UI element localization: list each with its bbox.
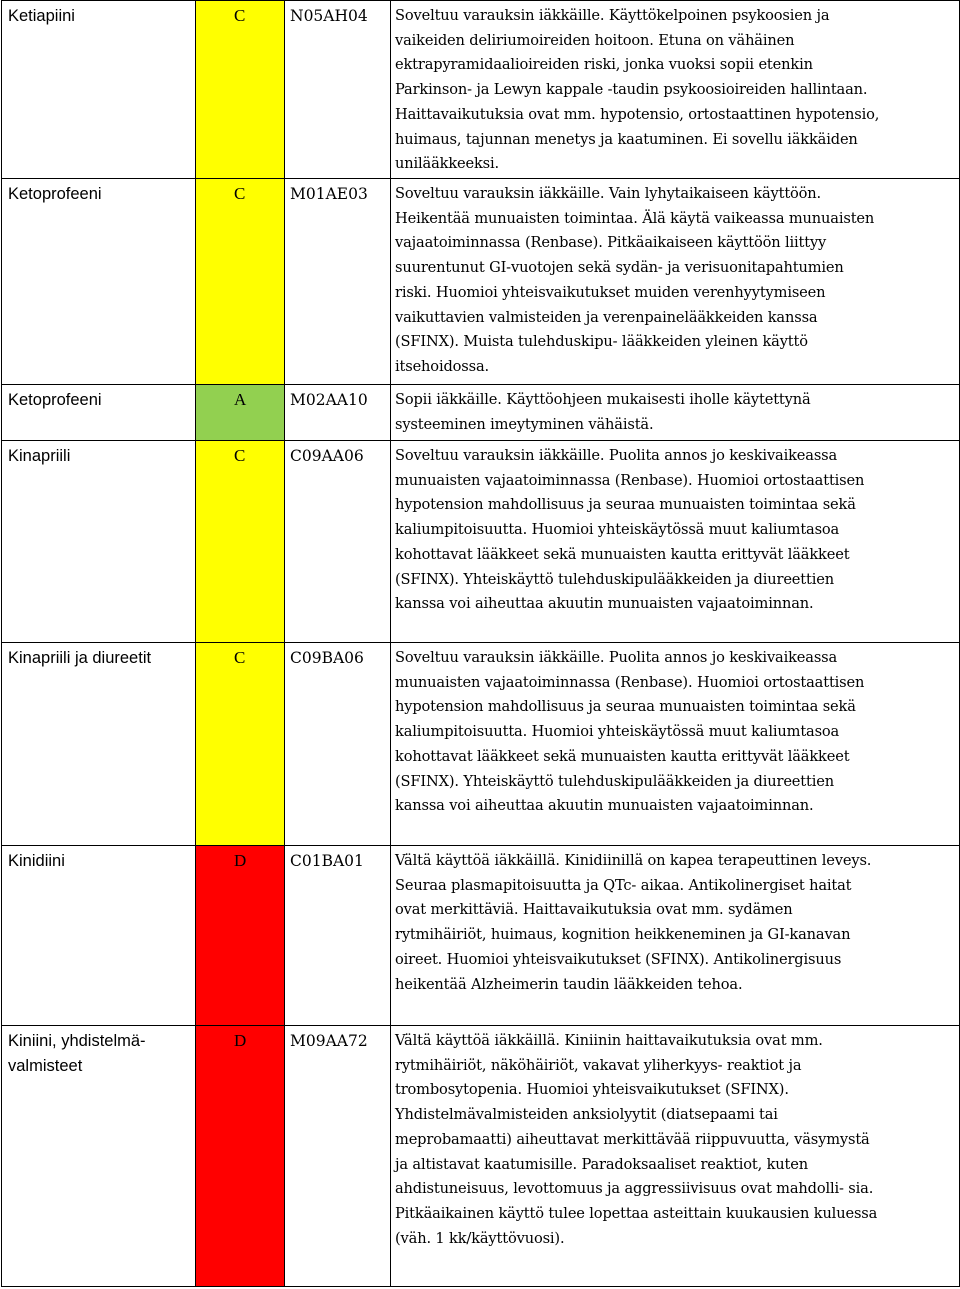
class-cell [196, 441, 285, 643]
drug-name: Kinapriili ja diureetit [8, 649, 152, 667]
description-line: Vältä käyttöä iäkkäillä. Kiniinin haittavaikutuksia ovat mm. [395, 1032, 823, 1049]
description-line: meprobamaatti) aiheuttavat merkittävää riippuvuutta, väsymystä [395, 1130, 870, 1148]
description-line: Soveltuu varauksin iäkkäille. Puolita annos jo keskivaikeassa [395, 649, 838, 666]
description-line: kaliumpitoisuutta. Huomioi yhteiskäytössä muut kaliumtasoa [395, 723, 840, 741]
class-code: D [234, 1031, 247, 1050]
description-line: heikentää Alzheimerin taudin lääkkeiden tehoa. [395, 975, 743, 993]
description-line: Soveltuu varauksin iäkkäille. Vain lyhytaikaiseen käyttöön. [395, 185, 822, 202]
description-cell [391, 179, 960, 385]
class-code: C [234, 184, 246, 203]
description-line: trombosytopenia. Huomioi yhteisvaikutukset (SFINX). [395, 1081, 789, 1099]
class-cell [196, 1026, 285, 1287]
description-line: Pitkäaikainen käyttö tulee lopettaa asteittain kuukausien kuluessa [395, 1204, 878, 1222]
description-line: kanssa voi aiheuttaa akuutin munuaisten vajaatoiminnan. [395, 595, 814, 613]
description-line: (SFINX). Yhteiskäyttö tulehduskipulääkkeiden ja diureettien [395, 772, 834, 790]
atc-code: C09AA06 [290, 447, 364, 465]
drug-name: Kiniini, yhdistelmä- [8, 1032, 146, 1050]
atc-code: C01BA01 [290, 852, 364, 870]
description-line: riski. Huomioi yhteisvaikutukset muiden verenhyytymiseen [395, 283, 826, 301]
atc-code-cell [285, 385, 391, 441]
description-cell [391, 1, 960, 179]
table-row [2, 846, 960, 1026]
description-line: Yhdistelmävalmisteiden anksiolyytit (diatsepaami tai [395, 1106, 778, 1124]
drug-name-cell [2, 441, 196, 643]
description-line: rytmihäiriöt, huimaus, kognition heikkeneminen ja GI-kanavan [395, 926, 851, 944]
description-line: huimaus, tajunnan menetys ja kaatuminen. Ei sovellu iäkkäiden [395, 130, 858, 148]
atc-code: C09BA06 [290, 649, 364, 667]
description-line: vajaatoiminnassa (Renbase). Pitkäaikaiseen käyttöön liittyy [395, 234, 827, 252]
drug-name-cell [2, 385, 196, 441]
table-row [2, 441, 960, 643]
drug-name: valmisteet [8, 1056, 83, 1075]
atc-code: N05AH04 [290, 7, 368, 25]
description-line: (SFINX). Yhteiskäyttö tulehduskipulääkkeiden ja diureettien [395, 570, 834, 588]
description-line: ektrapyramidaalioireiden riski, jonka vuoksi sopii etenkin [395, 56, 813, 74]
description-line: Soveltuu varauksin iäkkäille. Puolita annos jo keskivaikeassa [395, 447, 838, 464]
description-line: munuaisten vajaatoiminnassa (Renbase). Huomioi ortostaattisen [395, 673, 865, 691]
description-line: vaikuttavien valmisteiden ja verenpainelääkkeiden kanssa [395, 308, 818, 326]
class-cell [196, 179, 285, 385]
class-cell [196, 846, 285, 1026]
description-line: Heikentää munuaisten toimintaa. Älä käytä vaikeassa munuaisten [395, 209, 875, 227]
description-line: Vältä käyttöä iäkkäillä. Kinidiinillä on kapea terapeuttinen leveys. [395, 852, 872, 869]
class-code: C [234, 648, 246, 667]
atc-code-cell [285, 1, 391, 179]
atc-code: M02AA10 [290, 391, 368, 409]
class-cell [196, 385, 285, 441]
atc-code: M01AE03 [290, 185, 368, 203]
atc-code-cell [285, 1026, 391, 1287]
table-row [2, 1026, 960, 1287]
drug-name: Ketoprofeeni [8, 391, 102, 409]
description-line: ja altistavat kaatumisille. Paradoksaaliset reaktiot, kuten [395, 1155, 808, 1173]
drug-name-cell [2, 1, 196, 179]
table-row [2, 1, 960, 179]
atc-code-cell [285, 643, 391, 846]
description-line: Haittavaikutuksia ovat mm. hypotensio, ortostaattinen hypotensio, [395, 105, 880, 123]
description-line: (SFINX). Muista tulehduskipu- lääkkeiden yleinen käyttö [395, 333, 808, 351]
class-code: D [234, 851, 247, 870]
drug-name: Kinidiini [8, 852, 65, 870]
description-line: suurentunut GI-vuotojen sekä sydän- ja verisuonitapahtumien [395, 259, 844, 277]
description-line: kohottavat lääkkeet sekä munuaisten kautta erittyvät lääkkeet [395, 545, 850, 563]
description-line: ahdistuneisuus, levottomuus ja aggressiivisuus ovat mahdolli- sia. [395, 1180, 874, 1198]
description-line: unilääkkeeksi. [395, 155, 500, 173]
drug-name-cell [2, 1026, 196, 1287]
table-row [2, 643, 960, 846]
class-code: A [234, 390, 247, 409]
description-line: Seuraa plasmapitoisuutta ja QTc- aikaa. Antikolinergiset haitat [395, 876, 852, 894]
description-line: systeeminen imeytyminen vähäistä. [395, 415, 654, 433]
description-cell [391, 1026, 960, 1287]
atc-code-cell [285, 846, 391, 1026]
description-line: ovat merkittäviä. Haittavaikutuksia ovat mm. sydämen [395, 901, 793, 919]
drug-name-cell [2, 179, 196, 385]
table-row [2, 179, 960, 385]
description-cell [391, 441, 960, 643]
table-row [2, 385, 960, 441]
drug-name: Ketiapiini [8, 7, 75, 25]
description-line: munuaisten vajaatoiminnassa (Renbase). Huomioi ortostaattisen [395, 471, 865, 489]
description-line: kohottavat lääkkeet sekä munuaisten kautta erittyvät lääkkeet [395, 747, 850, 765]
class-cell [196, 1, 285, 179]
description-cell [391, 643, 960, 846]
drug-name: Ketoprofeeni [8, 185, 102, 203]
drug-name-cell [2, 846, 196, 1026]
description-line: Soveltuu varauksin iäkkäille. Käyttökelpoinen psykoosien ja [395, 7, 830, 24]
class-code: C [234, 446, 246, 465]
class-cell [196, 643, 285, 846]
atc-code: M09AA72 [290, 1032, 368, 1050]
description-line: rytmihäiriöt, näköhäiriöt, vakavat yliherkyys- reaktiot ja [395, 1056, 802, 1074]
drug-name: Kinapriili [8, 447, 71, 465]
atc-code-cell [285, 441, 391, 643]
description-line: itsehoidossa. [395, 357, 490, 375]
description-line: (väh. 1 kk/käyttövuosi). [395, 1229, 565, 1247]
description-cell [391, 846, 960, 1026]
atc-code-cell [285, 179, 391, 385]
description-line: vaikeiden deliriumoireiden hoitoon. Etuna on vähäinen [395, 31, 795, 49]
description-cell [391, 385, 960, 441]
description-line: hypotension mahdollisuus ja seuraa munuaisten toimintaa sekä [395, 496, 856, 514]
description-line: kaliumpitoisuutta. Huomioi yhteiskäytössä muut kaliumtasoa [395, 521, 840, 539]
description-line: oireet. Huomioi yhteisvaikutukset (SFINX). Antikolinergisuus [395, 950, 842, 968]
class-code: C [234, 6, 246, 25]
description-line: hypotension mahdollisuus ja seuraa munuaisten toimintaa sekä [395, 698, 856, 716]
drug-table [1, 0, 960, 1287]
description-line: Parkinson- ja Lewyn kappale -taudin psykoosioireiden hallintaan. [395, 81, 868, 99]
description-line: kanssa voi aiheuttaa akuutin munuaisten vajaatoiminnan. [395, 797, 814, 815]
description-line: Sopii iäkkäille. Käyttöohjeen mukaisesti iholle käytettynä [395, 391, 811, 408]
drug-name-cell [2, 643, 196, 846]
